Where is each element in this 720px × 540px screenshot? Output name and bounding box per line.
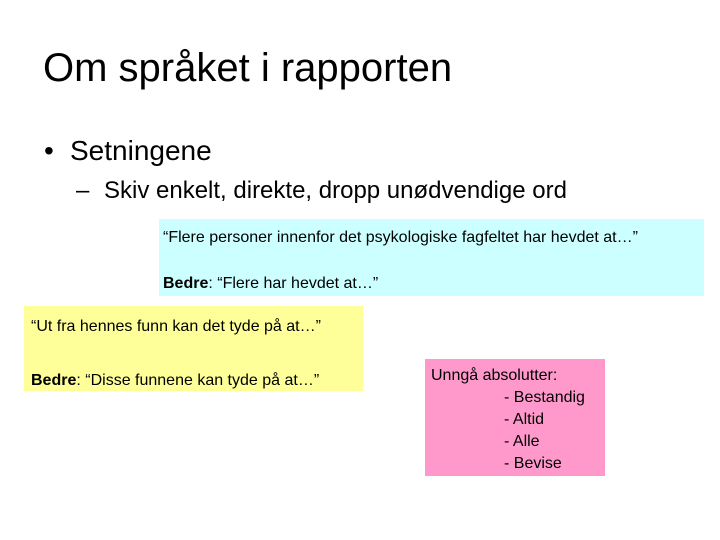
bullet-marker: • <box>44 135 54 166</box>
example-box-yellow <box>24 306 363 391</box>
sub-bullet-text: Skiv enkelt, direkte, dropp unødvendige ord <box>104 177 567 204</box>
example-box-cyan <box>159 219 704 296</box>
better-label: Bedre <box>31 372 77 389</box>
better-line <box>31 371 363 391</box>
better-text: : “Flere har hevdet at…” <box>208 275 379 292</box>
better-line <box>163 274 704 294</box>
bullet-text: Setningene <box>70 135 212 166</box>
better-label: Bedre <box>163 275 209 292</box>
slide-title: Om språket i rapporten <box>43 46 453 90</box>
bullet-item <box>44 134 212 168</box>
sub-bullet-marker: – <box>76 177 90 204</box>
avoid-absolutes-box <box>425 359 605 476</box>
sub-bullet-item <box>76 176 567 206</box>
better-text: : “Disse funnene kan tyde på at…” <box>76 372 320 389</box>
avoid-heading: Unngå absolutter: <box>431 367 558 384</box>
avoid-item: - Bevise <box>504 455 562 472</box>
avoid-item: - Altid <box>504 411 545 428</box>
example-text: “Ut fra hennes funn kan det tyde på at…” <box>31 318 321 335</box>
example-text: “Flere personer innenfor det psykologiske fagfeltet har hevdet at…” <box>163 229 638 246</box>
avoid-item: - Alle <box>504 433 540 450</box>
avoid-item: - Bestandig <box>504 389 585 406</box>
